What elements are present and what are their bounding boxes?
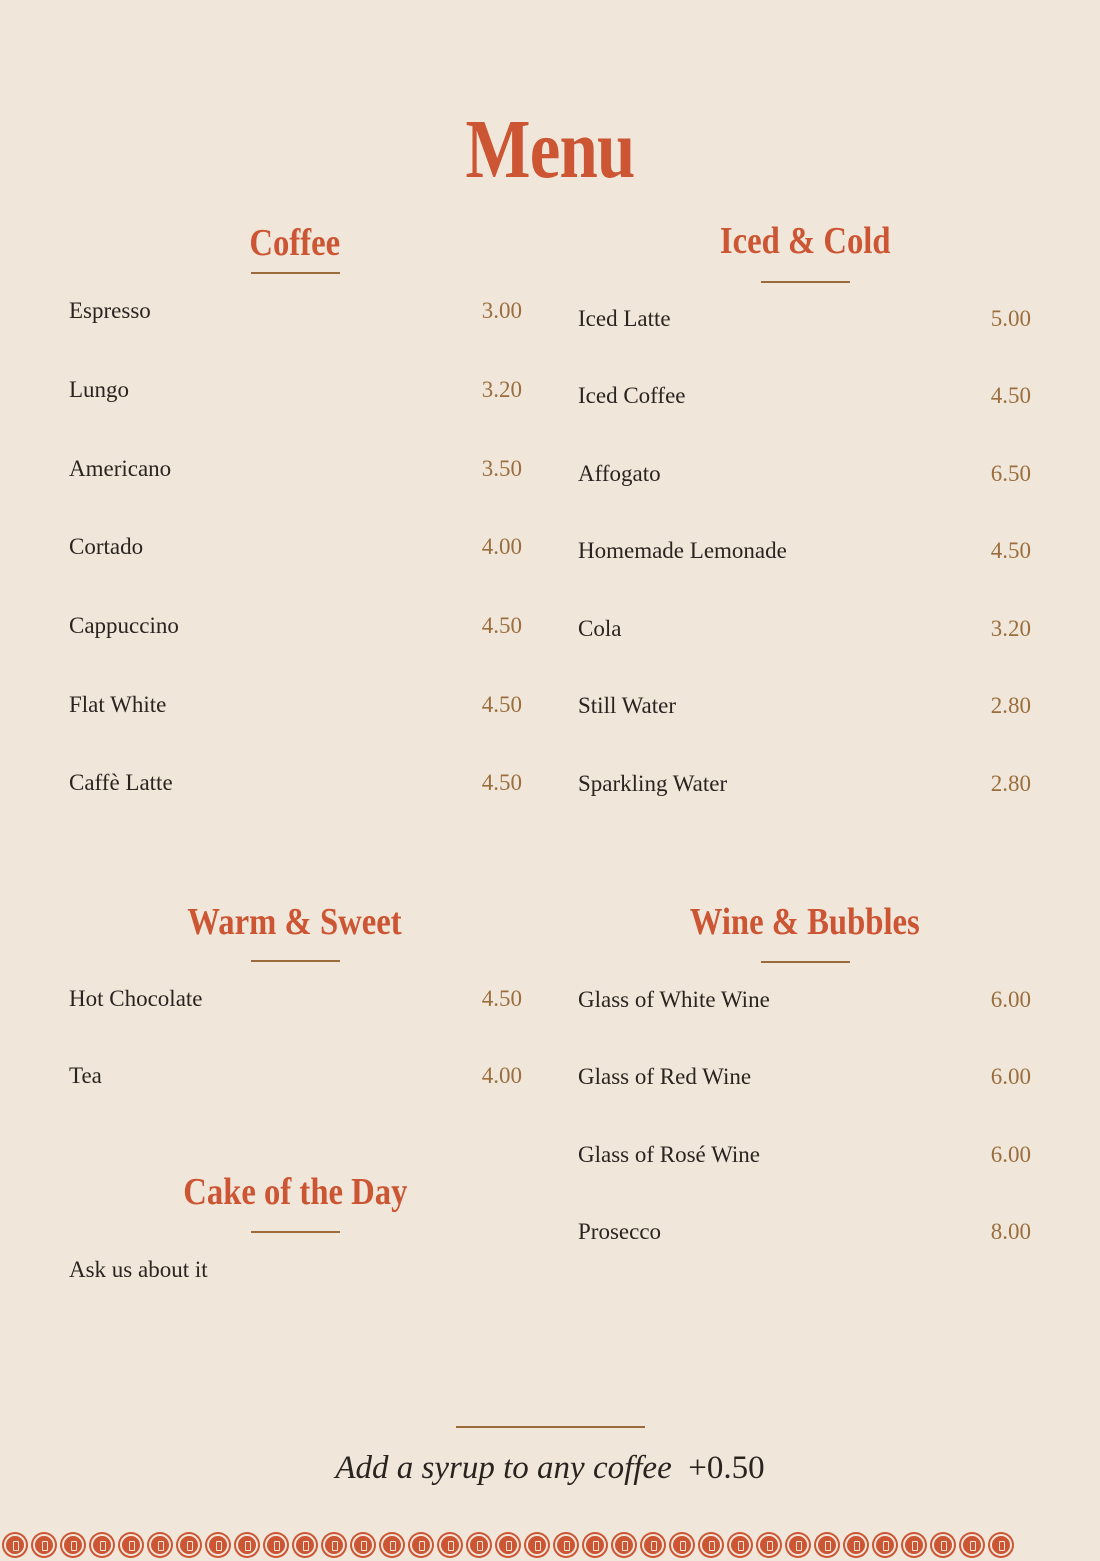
menu-item-name: Tea <box>69 1063 102 1088</box>
menu-item-name: Cortado <box>69 534 144 559</box>
menu-item-price: 3.00 <box>481 298 522 323</box>
border-dot-icon <box>584 1534 606 1556</box>
footer-note-price: +0.50 <box>688 1450 765 1486</box>
menu-item-price: 4.50 <box>481 770 522 795</box>
border-dot-icon <box>874 1534 896 1556</box>
section-heading-warm: Warm & Sweet <box>187 901 403 943</box>
menu-item-price: 2.80 <box>990 693 1031 718</box>
menu-item-name: Hot Chocolate <box>69 986 203 1011</box>
footer-note-text: Add a syrup to any coffee <box>335 1450 672 1486</box>
border-dot-icon <box>178 1534 200 1556</box>
cake-note: Ask us about it <box>69 1257 208 1282</box>
border-dot-icon <box>294 1534 316 1556</box>
border-dot-icon <box>729 1534 751 1556</box>
menu-item-price: 2.80 <box>990 771 1031 796</box>
menu-item-price: 3.50 <box>481 456 522 481</box>
section-rule-coffee <box>251 272 340 274</box>
menu-item-price: 6.00 <box>990 1064 1031 1089</box>
section-rule-wine <box>761 961 850 963</box>
menu-item-price: 4.50 <box>481 986 522 1011</box>
menu-item-name: Lungo <box>69 377 130 402</box>
menu-item-name: Glass of Red Wine <box>578 1064 752 1089</box>
footer-rule <box>456 1426 645 1428</box>
menu-item-name: Glass of Rosé Wine <box>578 1142 760 1167</box>
border-dot-icon <box>642 1534 664 1556</box>
menu-item-name: Cappuccino <box>69 613 179 638</box>
border-dot-icon <box>671 1534 693 1556</box>
section-heading-coffee: Coffee <box>249 222 341 264</box>
menu-item-price: 4.00 <box>481 1063 522 1088</box>
border-dot-icon <box>207 1534 229 1556</box>
menu-item-name: Caffè Latte <box>69 770 173 795</box>
menu-item-name: Glass of White Wine <box>578 987 770 1012</box>
border-dot-icon <box>990 1534 1012 1556</box>
menu-item-price: 6.50 <box>990 461 1031 486</box>
border-dot-icon <box>758 1534 780 1556</box>
menu-item-name: Homemade Lemonade <box>578 538 787 563</box>
border-dot-icon <box>33 1534 55 1556</box>
border-dot-icon <box>236 1534 258 1556</box>
border-dot-icon <box>265 1534 287 1556</box>
border-dot-icon <box>149 1534 171 1556</box>
menu-item-name: Still Water <box>578 693 677 718</box>
menu-item-price: 4.00 <box>481 534 522 559</box>
menu-item-name: Sparkling Water <box>578 771 728 796</box>
border-dot-icon <box>62 1534 84 1556</box>
border-dot-icon <box>381 1534 403 1556</box>
border-dot-icon <box>439 1534 461 1556</box>
border-dot-icon <box>91 1534 113 1556</box>
footer-note <box>0 1448 1100 1488</box>
menu-item-name: Espresso <box>69 298 151 323</box>
menu-item-name: Iced Coffee <box>578 383 686 408</box>
border-dot-icon <box>903 1534 925 1556</box>
border-dot-icon <box>700 1534 722 1556</box>
menu-item-name: Americano <box>69 456 172 481</box>
border-dot-icon <box>787 1534 809 1556</box>
menu-item-name: Flat White <box>69 692 167 717</box>
border-dot-icon <box>555 1534 577 1556</box>
decorative-border <box>0 1528 1100 1561</box>
border-dot-icon <box>4 1534 26 1556</box>
menu-title: Menu <box>465 103 635 196</box>
border-dot-icon <box>845 1534 867 1556</box>
section-heading-iced: Iced & Cold <box>719 220 891 262</box>
border-dot-icon <box>497 1534 519 1556</box>
menu-item-price: 5.00 <box>990 306 1031 331</box>
border-dot-icon <box>961 1534 983 1556</box>
menu-item-name: Prosecco <box>578 1219 662 1244</box>
border-dot-icon <box>468 1534 490 1556</box>
menu-item-name: Iced Latte <box>578 306 671 331</box>
menu-item-price: 4.50 <box>481 692 522 717</box>
section-rule-cake <box>251 1231 340 1233</box>
menu-item-price: 3.20 <box>990 616 1031 641</box>
menu-item-price: 8.00 <box>990 1219 1031 1244</box>
border-dot-icon <box>526 1534 548 1556</box>
menu-item-name: Affogato <box>578 461 661 486</box>
menu-item-name: Cola <box>578 616 622 641</box>
menu-item-price: 4.50 <box>481 613 522 638</box>
menu-item-price: 3.20 <box>481 377 522 402</box>
menu-item-price: 4.50 <box>990 538 1031 563</box>
section-heading-wine: Wine & Bubbles <box>689 901 921 943</box>
menu-item-price: 4.50 <box>990 383 1031 408</box>
border-dot-icon <box>816 1534 838 1556</box>
border-dot-icon <box>613 1534 635 1556</box>
menu-item-price: 6.00 <box>990 1142 1031 1167</box>
menu-item-price: 6.00 <box>990 987 1031 1012</box>
border-dot-icon <box>410 1534 432 1556</box>
border-dot-icon <box>323 1534 345 1556</box>
border-dot-icon <box>352 1534 374 1556</box>
border-dot-icon <box>120 1534 142 1556</box>
section-rule-iced <box>761 281 850 283</box>
section-heading-cake: Cake of the Day <box>182 1171 408 1213</box>
section-rule-warm <box>251 960 340 962</box>
border-dot-icon <box>932 1534 954 1556</box>
